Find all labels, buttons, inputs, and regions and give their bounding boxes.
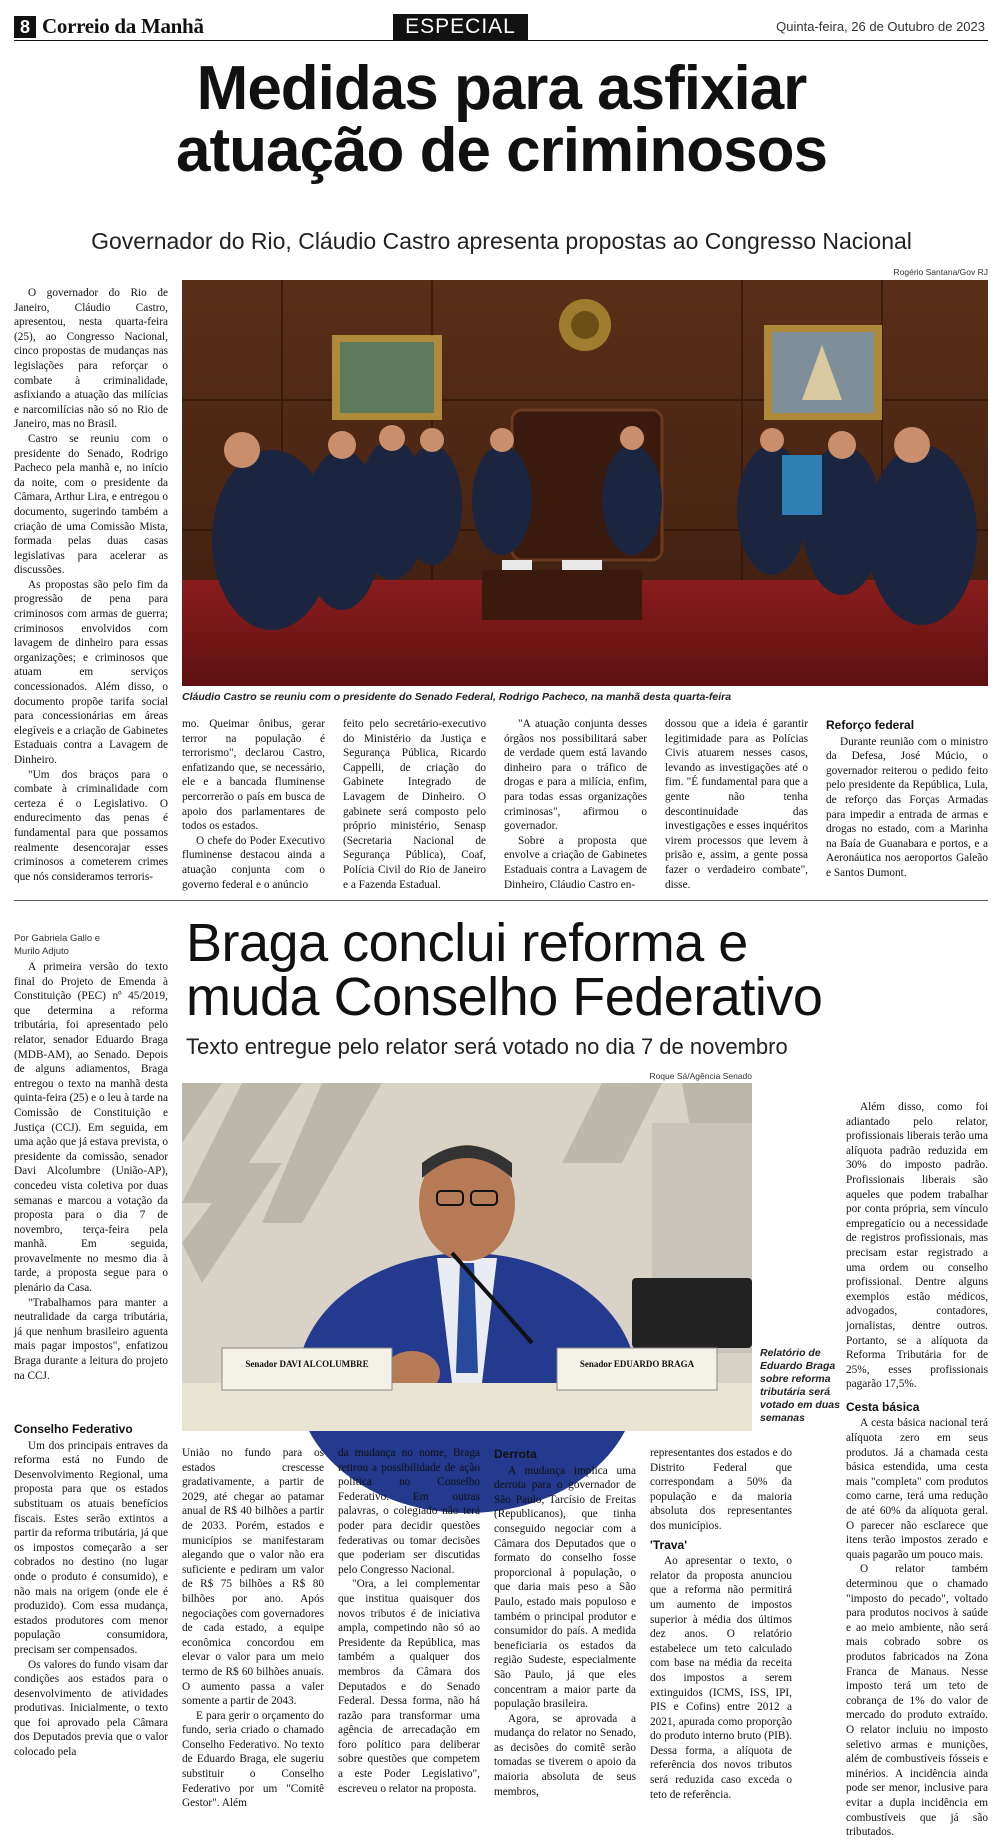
subhead-trava: 'Trava' [650,1537,688,1552]
story1-column-1 [14,286,168,894]
story2-column-4 [494,1443,636,1798]
story1-column-6 [826,714,988,892]
publication-name: Correio da Manhã [42,14,204,38]
paragraph: O chefe do Poder Executivo fluminense destacou ainda a atuação conjunta com o governo federal e o anúncio [182,834,325,891]
story1-headline [0,54,1003,185]
paragraph: Um dos principais entraves da reforma está no Fundo de Desenvolvimento Regional, uma proposta para que os estados substituam os atuais benefícios fiscais. Estes serão extintos a partir da reforma tributária, já que os impostos começarão a ser cobrados no destino (no lugar onde o produto é consumido), e não mais na origem (onde ele é produzido). Com essa mudança, estados produtores com menor população consumidora, precisam ser compensados. [14,1439,168,1656]
paragraph: O governador do Rio de Janeiro, Cláudio Castro, apresentou, nesta quarta-feira (25), ao Congresso Nacional, cinco propostas de mudanças nas legislações para reforçar o combate à criminalidade, asfixiando a atuação das milícias e narcomilícias não só no Rio de Janeiro, mas no Brasil. [14,287,168,431]
byline-line2: Murilo Adjuto [14,946,69,957]
story2-photo [182,1083,752,1431]
story2-column-1 [14,960,168,1410]
story1-column-2 [182,717,325,892]
story2-column-1b [14,1418,168,1790]
paragraph: A cesta básica nacional terá alíquota zero em seus produtos. Já a chamada cesta básica estendida, uma cesta mais "completa" com produtos como carne, terá uma redução de até 60% da alíquota geral. O parecer não esclarece que itens terão impostos zerado e quais pagarão um pouco mais. [846,1417,988,1561]
paragraph: dossou que a ideia é garantir legitimidade para as Polícias Civis atuarem nesses casos, levando as investigações até o fim. "É fundamental para que a gente não tenha descontinuidade das investigações e esses inquéritos virem processos que levem à prisão e, assim, a gente possa fazer o verdadeiro combate", disse. [665,718,808,891]
story2-byline [14,932,100,958]
page-number: 8 [14,16,36,38]
paragraph: E para gerir o orçamento do fundo, seria criado o chamado Conselho Federativo. No texto de Eduardo Braga, ele sugeriu substituir o Conselho Federativo por um "Comitê Gestor". Além [182,1709,324,1810]
paragraph: A primeira versão do texto final do Projeto de Emenda à Constituição (PEC) nº 45/2019, que determina a reforma tributária, foi apresentado pelo relator, senador Eduardo Braga (MDB-AM), ao Senado. Depois de alguns adiamentos, Braga entregou o texto na manhã desta quinta-feira (25) e o leu à tarde na Comissão de Constituição e Justiça (CCJ). Em seguida, em uma ação que já estava prevista, o presidente da comissão, senador Davi Alcolumbre (União-AP), concedeu vista coletiva por duas semanas e marcou a votação da proposta para o dia 7 de novembro, terça-feira pela manhã. Em seguida, provavelmente no mesmo dia à tarde, a proposta segue para o plenário da Casa. [14,961,169,1295]
story1-headline-line1: Medidas para asfixiar [196,54,807,123]
meeting-room-photo [182,280,988,686]
story1-column-5 [665,717,808,892]
story2-column-3 [338,1446,480,1795]
paragraph: feito pelo secretário-executivo do Ministério da Justiça e Segurança Pública, Ricardo Cappelli, de criação do Gabinete Integrado de Lavagem de Dinheiro. O gabinete será composto pelo próprio ministério, Senasp (Secretaria Nacional de Segurança Pública), Coaf, Polícia Civil do Rio de Janeiro e a Fazenda Estadual. [343,718,486,891]
nameplate-alcolumbre: Senador DAVI ALCOLUMBRE [245,1359,369,1369]
story1-column-3 [343,717,486,892]
story2-photo-credit: Roque Sá/Agência Senado [649,1071,752,1081]
subhead-cesta-basica: Cesta básica [846,1399,920,1414]
paragraph: União no fundo para os estados crescesse gradativamente, a partir de 2029, até chegar ao patamar anual de R$ 40 bilhões a partir de 2033. Porém, estados e municípios se manifestaram alegando que o valor não era suficiente e pediram um valor de R$ 75 bilhões a R$ 80 bilhões por ano. Após negociações com governadores de cada estado, a equipe econômica concordou em elevar o valor para um meio termo de R$ 60 bilhões anuais. O aumento passa a valer somente a partir de 2043. [182,1447,324,1708]
subhead-reforco-federal: Reforço federal [826,718,915,732]
paragraph: representantes dos estados e do Distrito Federal que correspondam a 50% da população e da maioria absoluta dos representantes dos municípios. [650,1447,792,1532]
paragraph: da mudança no nome, Braga retirou a possibilidade de ação política no Conselho Federativo. Em outras palavras, o colegiado não terá poder para decidir questões federativas ou tomar decisões que poderiam ser discutidas pelo Congresso Nacional. [338,1447,480,1576]
story2-headline-line1: Braga conclui reforma e [186,913,748,973]
byline-line1: Por Gabriela Gallo e [14,933,101,944]
paragraph: Castro se reuniu com o presidente do Senado, Rodrigo Pacheco pela manhã e, no início da noite, com o presidente da Câmara, Arthur Lira, e entregou o documento, sugerindo também a criação de uma Comissão Mista, formada pelas duas casas legislativas para acelerar as discussões. [14,432,168,577]
paragraph: "Ora, a lei complementar que institua quaisquer dos novos tributos é de iniciativa ampla, competindo não só ao Presidente da República, mas também a qualquer dos membros da Câmara dos Deputados e do Senado Federal. Dessa forma, não há razão para transformar uma agência de arrecadação em foro político para deliberar sobre questões que competem a este Poder Legislativo", escreveu o relator na proposta. [338,1578,480,1795]
paragraph: Agora, se aprovada a mudança do relator no Senado, as decisões do comitê serão tomadas se tiverem o apoio da maioria absoluta de seus membros, [494,1712,636,1798]
paragraph: Durante reunião com o ministro da Defesa, José Múcio, o governador reiterou o pedido feito pelo presidente da República, Lula, de reforço das Forças Armadas para impedir a entrada de armas e drogas no estado, com a Marinha na Baía de Guanabara e portos, e a Aeronáutica nos aeroportos Galeão e Santos Dumont. [826,735,988,879]
story1-headline-line2: atuação de criminosos [176,116,827,185]
story1-photo-caption: Cláudio Castro se reuniu com o presidente do Senado Federal, Rodrigo Pacheco, na manhã desta quarta-feira [182,691,732,703]
paragraph: Além disso, como foi adiantado pelo relator, profissionais liberais terão uma alíquota padrão reduzida em 30% do imposto padrão. Profissionais liberais são aqueles que podem trabalhar por conta própria, sem vínculo empregatício ou a necessidade de registros profissionais, mas precisam estar registrado a uma ordem ou conselho profissional. Dentre alguns exemplos estão médicos, advogados, contadores, jornalistas, dentre outros. Portanto, se a alíquota da Reforma Tributária for de 25%, esses profissionais pagarão 17,5%. [846,1101,988,1391]
paragraph: As propostas são pelo fim da progressão de pena para criminosos com armas de guerra; criminosos envolvidos com lavagem de dinheiro para essas organizações; e criminosos que atuam em serviços concessionados. Além disso, o documento propõe tarifa social para concessionárias em áreas elegíveis e a criação de Gabinetes Estaduais contra a Lavagem de Dinheiro. [14,578,168,766]
story-separator [14,900,988,901]
senator-photo [182,1083,752,1431]
paragraph: Ao apresentar o texto, o relator da proposta anunciou que a reforma não permitirá um aumento de impostos superior à média dos últimos dez anos. O relatório estabelece um teto calculado com base na média da receita dos impostos a serem extinguidos (ICMS, ISS, IPI, PIS e Cofins) entre 2012 a 2021, apurada como proporção do produto interno bruto (PIB). Dessa forma, a alíquota de referência dos novos tributos será reduzida caso exceda o teto de referência. [650,1555,792,1801]
paragraph: "Um dos braços para o combate à criminalidade com certeza é o Legislativo. O endurecimento das penas é fundamental para que possamos realmente desencorajar esses criminosos a cometerem crimes que nós consideramos terroris- [14,768,168,883]
story1-photo [182,280,988,686]
issue-date: Quinta-feira, 26 de Outubro de 2023 [776,19,985,34]
story2-column-6 [846,1100,988,1839]
paragraph: "A atuação conjunta desses órgãos nos possibilitará saber de verdade quem está lavando dinheiro para o tráfico de drogas e para a milícia, enfim, para todas essas organizações criminosas", afirmou o governador. [504,718,647,833]
story2-column-5 [650,1446,792,1801]
paragraph: Os valores do fundo visam dar condições aos estados para o desenvolvimento de atividades produtivas. Inicialmente, o texto que foi aprovado pela Câmara dos Deputados previa que o valor colocado pela [14,1658,168,1759]
story2-photo-caption: Relatório de Eduardo Braga sobre reforma tributária será votado em duas semanas [760,1347,840,1424]
story1-photo-credit: Rogério Santana/Gov RJ [893,267,988,277]
header-rule [14,40,988,41]
paragraph: mo. Queimar ônibus, gerar terror na população é terrorismo", declarou Castro, enfatizando que, se necessário, ele e a bancada fluminense percorrerão o país em busca de apoio dos parlamentares de todos os estados. [182,718,325,833]
paragraph: Sobre a proposta que envolve a criação de Gabinetes Estaduais contra a Lavagem de Dinheiro, Cláudio Castro en- [504,834,647,891]
story2-subheadline: Texto entregue pelo relator será votado no dia 7 de novembro [186,1034,788,1059]
story2-column-2 [182,1446,324,1810]
story2-headline [186,913,996,1027]
story1-column-4 [504,717,647,892]
subhead-derrota: Derrota [494,1447,537,1461]
story1-subheadline: Governador do Rio, Cláudio Castro apresenta propostas ao Congresso Nacional [91,228,912,254]
section-label: ESPECIAL [393,14,528,40]
subhead-conselho-federativo: Conselho Federativo [14,1422,133,1436]
paragraph: "Trabalhamos para manter a neutralidade da carga tributária, já que nenhum brasileiro aguenta mais pagar impostos", enfatizou Braga durante a leitura do projeto na CCJ. [14,1296,168,1382]
paragraph: A mudança implica uma derrota para o governador de São Paulo, Tarcísio de Freitas (Republicanos), que tinha conseguido negociar com a Câmara dos Deputados que o formato do conselho fosse proporcional à população, o que daria mais peso a São Paulo, estado mais populoso e também o principal produtor e consumidor do país. A medida beneficiaria os estados da região Sudeste, especialmente São Paulo, já que eles concentram a maior parte da população brasileira. [494,1464,636,1711]
story2-headline-line2: muda Conselho Federativo [186,967,823,1027]
paragraph: O relator também determinou que o chamado "imposto do pecado", voltado para produtos nocivos à saúde e ao meio ambiente, não será mais cobrado sobre os produtos fabricados na Zona Franca de Manaus. Nesse imposto terá um teto de cobrança de 1% do valor de mercado do produto extraído. O relator incluiu no imposto seletivo armas e munições, além de combustíveis fósseis e minérios. A incidência ainda pode ser menor, inclusive para evitar a dupla incidência em combustíveis que já são tributados. [846,1563,988,1839]
nameplate-braga: Senador EDUARDO BRAGA [579,1359,695,1369]
